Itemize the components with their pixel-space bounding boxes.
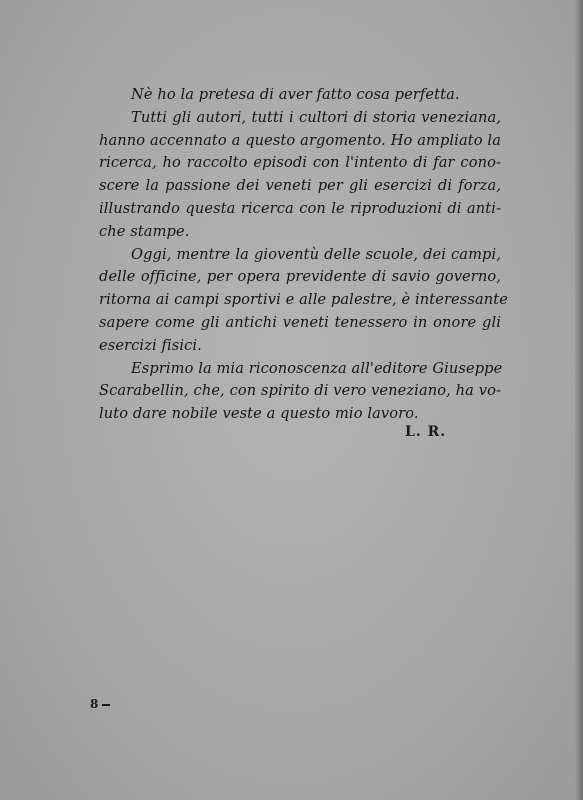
paragraph-2-line-5: illustrando questa ricerca con le riproduzioni di anti- (99, 199, 501, 217)
page-edge-shadow (575, 0, 583, 800)
paragraph-2-line-6: che stampe. (99, 222, 190, 240)
author-initials: L. R. (405, 424, 447, 440)
page-number-dash (102, 704, 110, 706)
paragraph-3-line-5: esercizi fisici. (99, 336, 202, 354)
paragraph-4-line-3: luto dare nobile veste a questo mio lavoro. (99, 405, 419, 423)
paragraph-3-line-3: ritorna ai campi sportivi e alle palestre, è interessante (99, 291, 508, 309)
paragraph-3-line-2: delle officine, per opera previdente di savio governo, (99, 268, 501, 286)
paragraph-4-line-2: Scarabellin, che, con spirito di vero veneziano, ha vo- (99, 382, 501, 400)
paragraph-2-line-4: scere la passione dei veneti per gli esercizi di forza, (99, 177, 501, 195)
page-number-label: 8 (90, 697, 99, 711)
paragraph-3-line-1: Oggi, mentre la gioventù delle scuole, dei campi, (131, 245, 501, 263)
paragraph-2-line-3: ricerca, ho raccolto episodi con l'intento di far cono- (99, 154, 501, 172)
paragraph-1-line-1: Nè ho la pretesa di aver fatto cosa perfetta. (131, 86, 460, 103)
paragraph-4-line-1: Esprimo la mia riconoscenza all'editore Giuseppe (131, 359, 503, 377)
paragraph-3-line-4: sapere come gli antichi veneti tenessero in onore gli (99, 313, 501, 331)
paragraph-2-line-1: Tutti gli autori, tutti i cultori di storia veneziana, (131, 108, 501, 126)
paragraph-2-line-2: hanno accennato a questo argomento. Ho ampliato la (99, 131, 501, 149)
page-number (90, 697, 110, 711)
preface-text (99, 84, 508, 426)
